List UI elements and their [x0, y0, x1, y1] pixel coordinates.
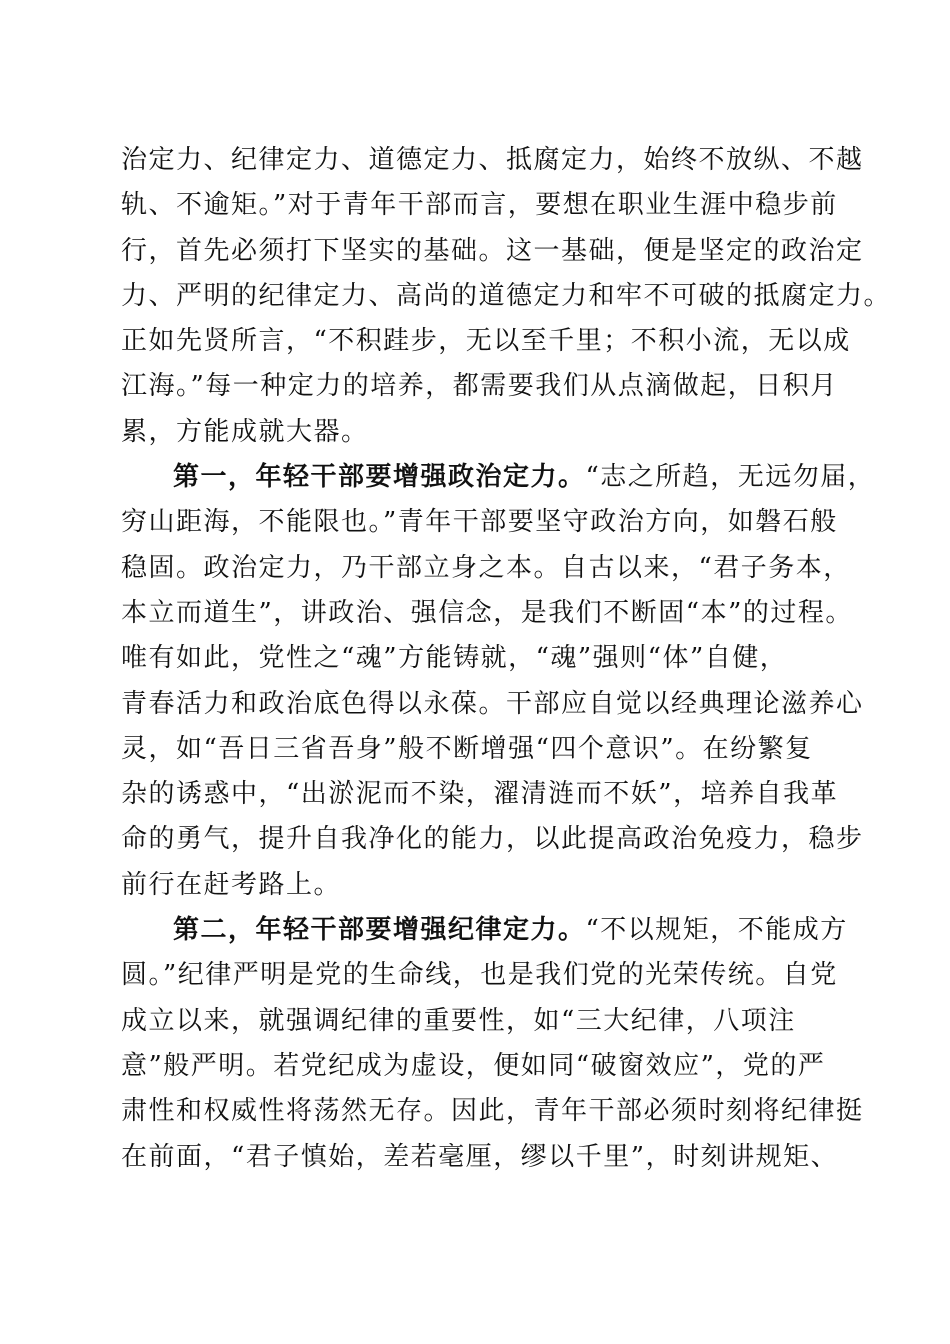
- text-line: 穷山距海，不能限也。”青年干部要坚守政治方向，如磐石般: [121, 507, 838, 538]
- text-line: 累，方能成就大器。: [121, 416, 369, 447]
- paragraph-first-line: [121, 455, 876, 500]
- text-line: 杂的诱惑中，“出淤泥而不染，濯清涟而不妖”，培养自我革: [121, 779, 839, 810]
- paragraph-first-line: [121, 908, 848, 953]
- paragraph-3: [121, 908, 864, 1180]
- text-line: 行，首先必须打下坚实的基础。这一基础，便是坚定的政治定: [121, 235, 864, 266]
- text-span: “不以规矩，不能成方: [585, 915, 848, 946]
- text-line: 江海。”每一种定力的培养，都需要我们从点滴做起，日积月: [121, 371, 838, 402]
- text-line: 治定力、纪律定力、道德定力、抵腐定力，始终不放纵、不越: [121, 145, 864, 175]
- text-line: 唯有如此，党性之“魂”方能铸就，“魂”强则“体”自健，: [121, 643, 788, 674]
- text-line: 前行在赶考路上。: [121, 869, 342, 900]
- text-line: 灵，如“吾日三省吾身”般不断增强“四个意识”。在纷繁复: [121, 733, 813, 764]
- text-line: 本立而道生”，讲政治、强信念，是我们不断固“本”的过程。: [121, 597, 853, 628]
- text-line: 轨、不逾矩。”对于青年干部而言，要想在职业生涯中稳步前: [121, 190, 838, 221]
- section-heading: 第一，年轻干部要增强政治定力。: [173, 462, 586, 493]
- document-body: [121, 138, 892, 1180]
- text-line: 正如先贤所言，“不积跬步，无以至千里；不积小流，无以成: [121, 326, 851, 357]
- paragraph-2: [121, 455, 876, 908]
- text-line: 成立以来，就强调纪律的重要性，如“三大纪律，八项注: [121, 1005, 796, 1036]
- text-line: 命的勇气，提升自我净化的能力，以此提高政治免疫力，稳步: [121, 824, 864, 855]
- text-line: 圆。”纪律严明是党的生命线，也是我们党的光荣传统。自党: [121, 960, 838, 991]
- text-line: 力、严明的纪律定力、高尚的道德定力和牢不可破的抵腐定力。: [121, 280, 892, 311]
- text-line: 稳固。政治定力，乃干部立身之本。自古以来，“君子务本，: [121, 552, 851, 583]
- text-line: 青春活力和政治底色得以永葆。干部应自觉以经典理论滋养心: [121, 688, 864, 719]
- section-heading: 第二，年轻干部要增强纪律定力。: [173, 915, 586, 946]
- text-line: 在前面，“君子慎始，差若毫厘，缪以千里”，时刻讲规矩、: [121, 1141, 839, 1172]
- text-line: 意”般严明。若党纪成为虚设，便如同“破窗效应”，党的严: [121, 1050, 826, 1081]
- text-line: 肃性和权威性将荡然无存。因此，青年干部必须时刻将纪律挺: [121, 1096, 864, 1127]
- text-span: “志之所趋，无远勿届，: [585, 462, 876, 493]
- paragraph-1: [121, 138, 892, 455]
